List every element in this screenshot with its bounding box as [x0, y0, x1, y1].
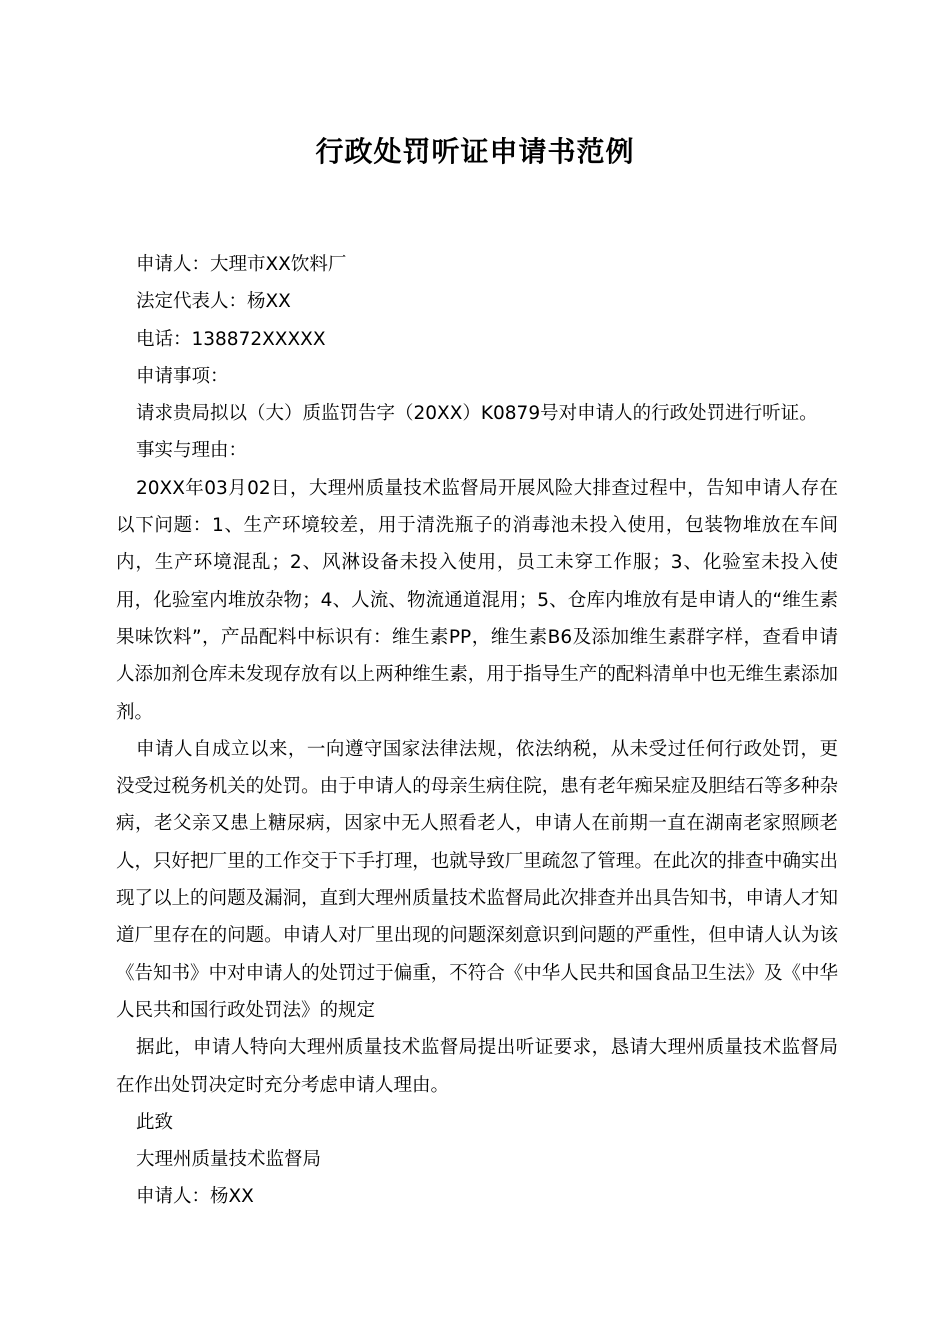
legal-representative-line: 法定代表人：杨XX: [136, 291, 291, 313]
reasons-paragraph: 申请人自成立以来，一向遵守国家法律法规，依法纳税，从未受过任何行政处罚，更没受过税务机关的处罚。由于申请人的母亲生病住院，患有老年痴呆症及胆结石等多种杂病，老父亲又患上糖尿病，因家中无人照看老人，申请人在前期一直在湖南老家照顾老人，只好把厂里的工作交于下手打理，也就导致厂里疏忽了管理。在此次的排查中确实出现了以上的问题及漏洞，直到大理州质量技术监督局此次排查并出具告知书，申请人才知道厂里存在的问题。申请人对厂里出现的问题深刻意识到问题的严重性，但申请人认为该《告知书》中对申请人的处罚过于偏重，不符合《中华人民共和国食品卫生法》及《中华人民共和国行政处罚法》的规定: [116, 738, 838, 1021]
phone-line: 电话：138872XXXXX: [136, 328, 326, 350]
applicant-line: 申请人：大理市XX饮料厂: [136, 254, 347, 275]
request-paragraph: 据此，申请人特向大理州质量技术监督局提出听证要求，恳请大理州质量技术监督局在作出处罚决定时充分考虑申请人理由。: [116, 1037, 838, 1096]
closing-line: 此致: [136, 1111, 174, 1133]
document-body: [116, 246, 838, 1216]
document-title: 行政处罚听证申请书范例: [315, 135, 635, 168]
recipient-line: 大理州质量技术监督局: [136, 1149, 322, 1171]
facts-heading: 事实与理由：: [136, 440, 248, 462]
request-text: 请求贵局拟以（大）质监罚告字（20XX）K0879号对申请人的行政处罚进行听证。: [136, 403, 818, 425]
facts-paragraph: 20XX年03月02日，大理州质量技术监督局开展风险大排查过程中，告知申请人存在以下问题：1、生产环境较差，用于清洗瓶子的消毒池未投入使用，包装物堆放在车间内，生产环境混乱；2、风淋设备未投入使用，员工未穿工作服；3、化验室未投入使用，化验室内堆放杂物；4、人流、物流通道混用；5、仓库内堆放有是申请人的“维生素果味饮料”，产品配料中标识有：维生素PP，维生素B6及添加维生素群字样，查看申请人添加剂仓库未发现存放有以上两种维生素，用于指导生产的配料清单中也无维生素添加剂。: [116, 477, 838, 723]
request-heading: 申请事项：: [136, 365, 229, 387]
signature-line: 申请人：杨XX: [136, 1186, 254, 1208]
